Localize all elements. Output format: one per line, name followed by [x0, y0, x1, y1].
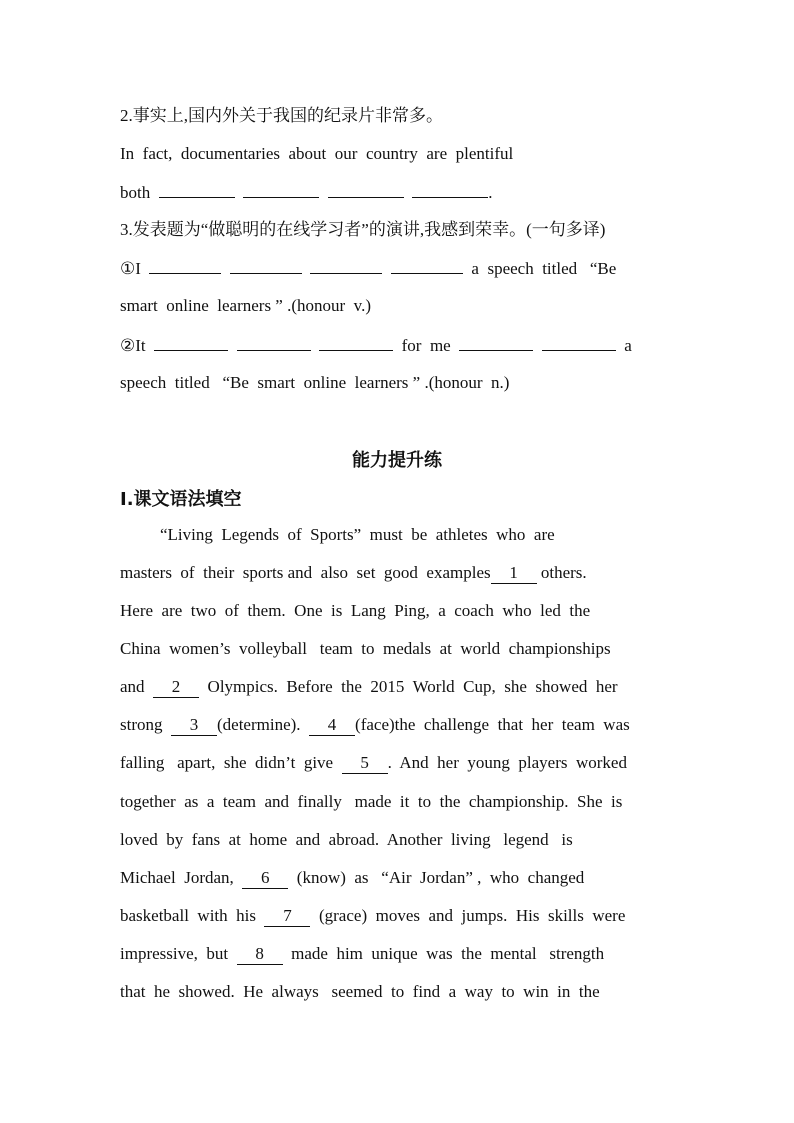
answer-blank[interactable] — [159, 180, 235, 198]
passage-text: basketball with his — [120, 906, 265, 925]
passage-text: Olympics. Before the 2015 World Cup, she showed her — [199, 677, 618, 696]
q3-option-b-line1 — [120, 333, 632, 358]
blank-8[interactable]: 8 — [237, 944, 283, 965]
passage-line: Here are two of them. One is Lang Ping, a coach who led the — [120, 601, 591, 620]
passage-text: (know) as “Air Jordan” , who changed — [288, 868, 585, 887]
passage-line — [120, 675, 618, 699]
passage-line: together as a team and finally made it to the championship. She is — [120, 792, 623, 811]
passage-line — [120, 713, 630, 737]
blank-2[interactable]: 2 — [153, 677, 199, 698]
blank-7[interactable]: 7 — [264, 906, 310, 927]
passage-text: (face)the challenge that her team was — [355, 715, 630, 734]
q3-option-a-line1 — [120, 256, 616, 281]
blank-5[interactable]: 5 — [342, 753, 388, 774]
blank-3[interactable]: 3 — [171, 715, 217, 736]
q3a-start: ①I — [120, 259, 141, 278]
answer-blank[interactable] — [328, 180, 404, 198]
passage-line — [120, 751, 627, 775]
section-title: 能力提升练 — [352, 450, 442, 471]
answer-blank[interactable] — [154, 333, 228, 351]
answer-blank[interactable] — [459, 333, 533, 351]
passage-text: . And her young players worked — [387, 753, 627, 772]
passage-line: that he showed. He always seemed to find a way to win in the — [120, 982, 600, 1001]
answer-blank[interactable] — [412, 180, 488, 198]
q2-period: . — [488, 183, 493, 202]
q2-chinese: 2.事实上,国内外关于我国的纪录片非常多。 — [120, 106, 443, 125]
passage-text: (grace) moves and jumps. His skills were — [310, 906, 626, 925]
passage-text: masters of their sports and also set good examples — [120, 563, 491, 582]
q2-english-line1: In fact, documentaries about our country are plentiful — [120, 144, 514, 163]
answer-blank[interactable] — [310, 256, 382, 274]
passage-text: and — [120, 677, 154, 696]
blank-4[interactable]: 4 — [309, 715, 355, 736]
passage-text: falling apart, she didn’t give — [120, 753, 342, 772]
part-heading: Ⅰ.课文语法填空 — [120, 489, 242, 510]
passage-line: “Living Legends of Sports” must be athletes who are — [160, 525, 555, 544]
q3b-mid: for me — [401, 336, 451, 355]
q3a-mid: a speech titled “Be — [471, 259, 617, 278]
q3b-end: a — [624, 336, 632, 355]
answer-blank[interactable] — [230, 256, 302, 274]
passage-text: Michael Jordan, — [120, 868, 243, 887]
answer-blank[interactable] — [149, 256, 221, 274]
q3-option-a-line2: smart online learners ” .(honour v.) — [120, 296, 371, 315]
blank-1[interactable]: 1 — [491, 563, 537, 584]
passage-line: China women’s volleyball team to medals at world championships — [120, 639, 611, 658]
passage-line — [120, 942, 604, 966]
q3-chinese: 3.发表题为“做聪明的在线学习者”的演讲,我感到荣幸。(一句多译) — [120, 220, 606, 239]
q3-option-b-line2: speech titled “Be smart online learners ” .(honour n.) — [120, 373, 510, 392]
answer-blank[interactable] — [237, 333, 311, 351]
passage-text: made him unique was the mental strength — [282, 944, 605, 963]
passage-line — [120, 561, 587, 585]
q2-both-word: both — [120, 183, 151, 202]
passage-text: others. — [536, 563, 587, 582]
q3b-start: ②It — [120, 336, 146, 355]
answer-blank[interactable] — [319, 333, 393, 351]
passage-text: impressive, but — [120, 944, 237, 963]
answer-blank[interactable] — [542, 333, 616, 351]
passage-text: strong — [120, 715, 171, 734]
passage-line — [120, 904, 625, 928]
passage-line: loved by fans at home and abroad. Another living legend is — [120, 830, 573, 849]
q2-english-line2 — [120, 180, 492, 205]
passage-line — [120, 866, 584, 890]
answer-blank[interactable] — [243, 180, 319, 198]
answer-blank[interactable] — [391, 256, 463, 274]
passage-text: (determine). — [217, 715, 310, 734]
blank-6[interactable]: 6 — [242, 868, 288, 889]
